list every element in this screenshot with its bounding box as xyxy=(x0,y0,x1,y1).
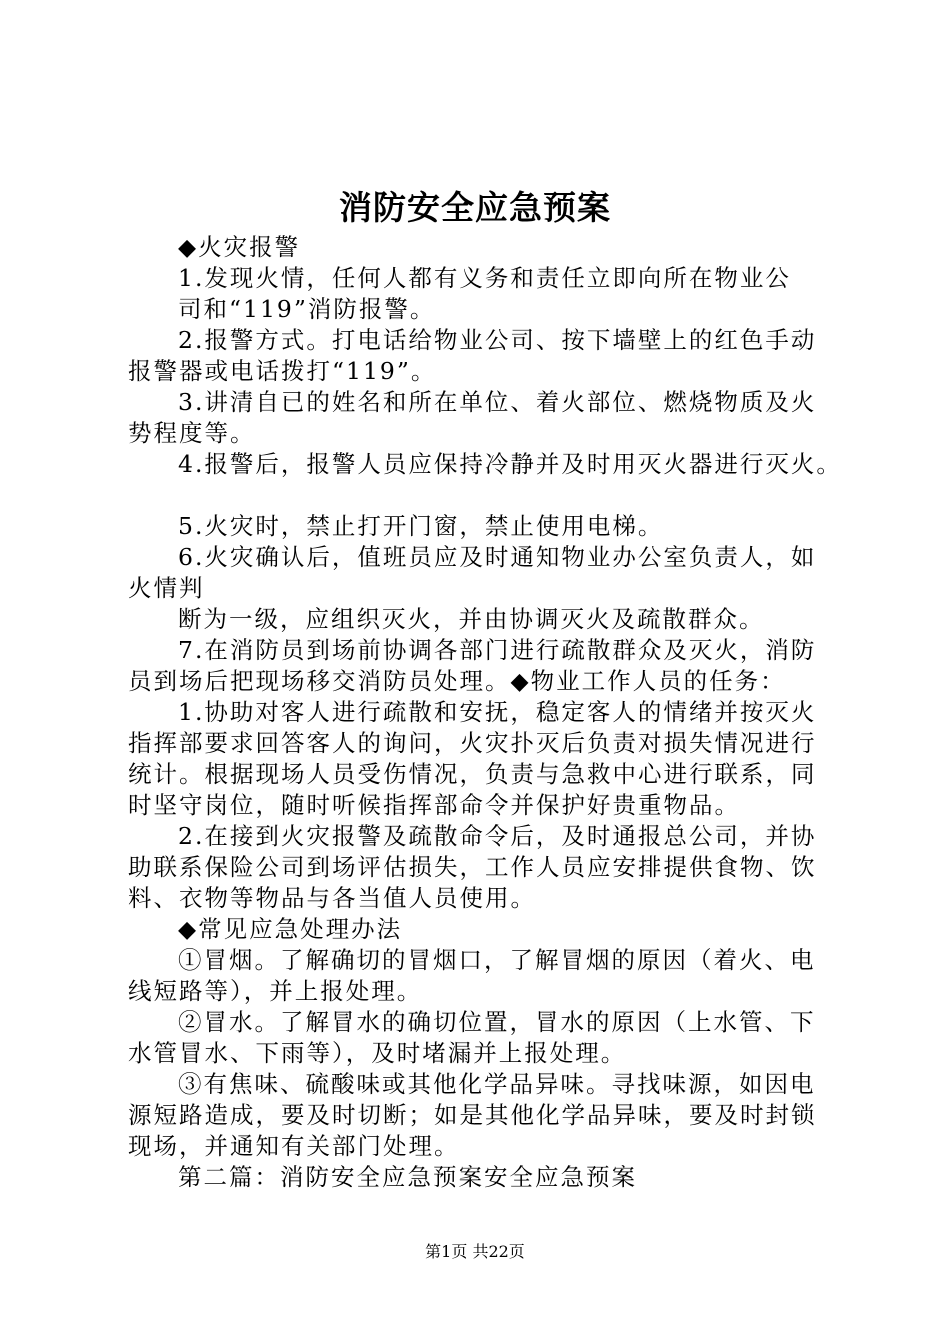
section-heading-common-emergency: ◆常见应急处理办法 xyxy=(178,915,403,943)
section-heading-fire-alarm: ◆火灾报警 xyxy=(178,233,301,261)
paragraph-line: 水管冒水、下雨等），及时堵漏并上报处理。 xyxy=(128,1039,627,1067)
paragraph-line: 司和“119”消防报警。 xyxy=(178,295,436,323)
paragraph-line: 1.协助对客人进行疏散和安抚，稳定客人的情绪并按灭火 xyxy=(178,698,817,726)
paragraph-line: 时坚守岗位，随时听候指挥部命令并保护好贵重物品。 xyxy=(128,791,740,819)
document-body xyxy=(128,232,842,1193)
paragraph-line: 断为一级，应组织灭火，并由协调灭火及疏散群众。 xyxy=(178,605,765,633)
paragraph-line: 火情判 xyxy=(128,574,205,602)
paragraph-line: 员到场后把现场移交消防员处理。◆物业工作人员的任务： xyxy=(128,667,786,695)
paragraph-line: 2.在接到火灾报警及疏散命令后，及时通报总公司，并协 xyxy=(178,822,817,850)
paragraph-line: ③有焦味、硫酸味或其他化学品异味。寻找味源，如因电 xyxy=(178,1070,816,1098)
paragraph-line: 6.火灾确认后，值班员应及时通知物业办公室负责人，如 xyxy=(178,543,817,571)
paragraph-line: 5.火灾时，禁止打开门窗，禁止使用电梯。 xyxy=(178,512,664,540)
paragraph-line: 统计。根据现场人员受伤情况，负责与急救中心进行联系，同 xyxy=(128,760,817,788)
paragraph-line: 报警器或电话拨打“119”。 xyxy=(128,357,437,385)
paragraph-line: 势程度等。 xyxy=(128,419,256,447)
paragraph-line: 指挥部要求回答客人的询问，火灾扑灭后负责对损失情况进行 xyxy=(128,729,817,757)
paragraph-line: 7.在消防员到场前协调各部门进行疏散群众及灭火，消防 xyxy=(178,636,817,664)
paragraph-line: 4.报警后，报警人员应保持冷静并及时用灭火器进行灭火。 xyxy=(178,450,842,478)
blank-line xyxy=(128,480,838,511)
document-title: 消防安全应急预案 xyxy=(339,188,611,227)
section-heading-part-two: 第二篇：消防安全应急预案安全应急预案 xyxy=(178,1163,637,1191)
paragraph-line: 1.发现火情，任何人都有义务和责任立即向所在物业公 xyxy=(178,264,791,292)
paragraph-line: ①冒烟。了解确切的冒烟口，了解冒烟的原因（着火、电 xyxy=(178,946,816,974)
paragraph-line: 现场，并通知有关部门处理。 xyxy=(128,1132,460,1160)
paragraph-line: 料、衣物等物品与各当值人员使用。 xyxy=(128,884,536,912)
paragraph-line: 线短路等），并上报处理。 xyxy=(128,977,423,1005)
page-number: 第1页 共22页 xyxy=(425,1242,525,1261)
paragraph-line: ②冒水。了解冒水的确切位置，冒水的原因（上水管、下 xyxy=(178,1008,816,1036)
paragraph-line: 源短路造成，要及时切断；如是其他化学品异味，要及时封锁 xyxy=(128,1101,817,1129)
paragraph-line: 3.讲清自已的姓名和所在单位、着火部位、燃烧物质及火 xyxy=(178,388,817,416)
paragraph-line: 助联系保险公司到场评估损失，工作人员应安排提供食物、饮 xyxy=(128,853,817,881)
paragraph-line: 2.报警方式。打电话给物业公司、按下墙壁上的红色手动 xyxy=(178,326,817,354)
